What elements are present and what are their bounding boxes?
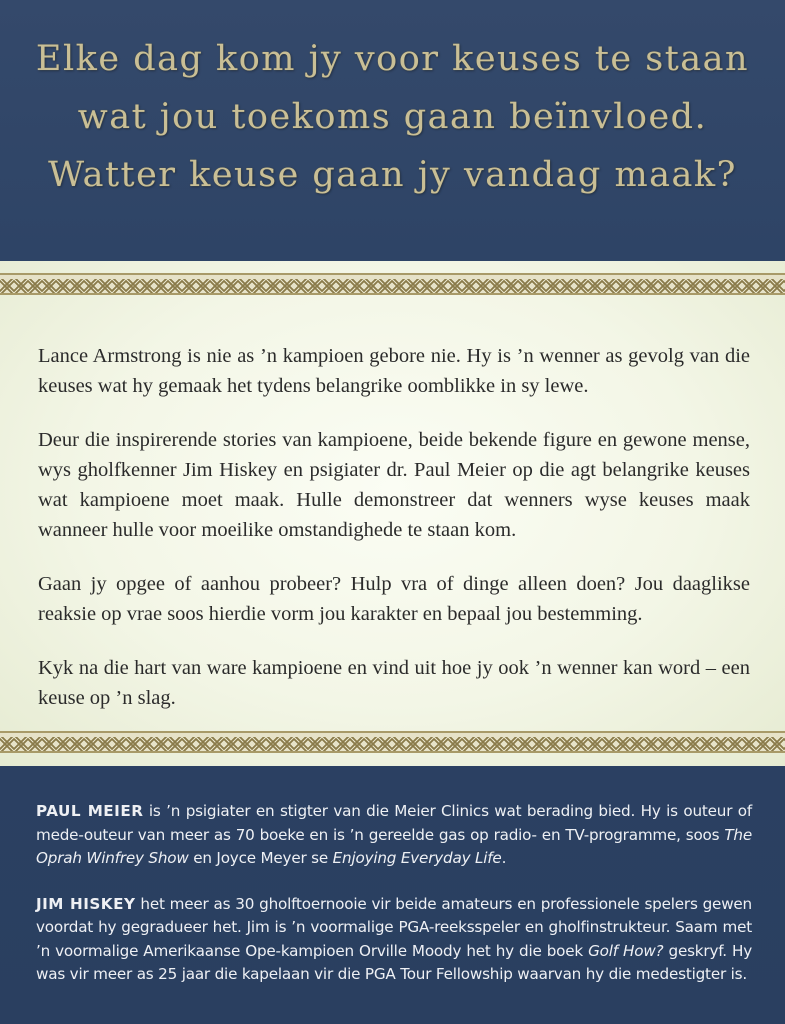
author-bios xyxy=(36,800,752,1009)
bio-text: . xyxy=(501,849,507,867)
headline-line-1: Elke dag kom jy voor keuses te staan xyxy=(35,39,750,79)
ornamental-border-top xyxy=(0,273,785,295)
bio-text: en Joyce Meyer se xyxy=(188,849,333,867)
author-name: JIM HISKEY xyxy=(36,894,136,913)
author-name: PAUL MEIER xyxy=(36,802,144,820)
blurb-paragraph-4: Kyk na die hart van ware kampioene en vind uit hoe jy ook ’n wenner kan word – een keuse op ’n slag. xyxy=(38,657,750,709)
blurb-text xyxy=(38,341,750,713)
bio-jim-hiskey xyxy=(36,893,752,987)
headline-line-3: Watter keuse gaan jy vandag maak? xyxy=(48,155,737,195)
bio-text: is ’n psigiater en stigter van die Meier Clinics wat berading bied. Hy is outeur of mede-outeur van meer as 70 boeke en is ’n gereelde gas op radio- en TV-programme, soos xyxy=(36,802,752,844)
ornamental-border-bottom xyxy=(0,731,785,753)
show-title: Enjoying Everyday Life xyxy=(332,849,502,867)
bio-text: het meer as 30 gholftoernooie vir beide amateurs en professionele spelers gewen voordat hy gegradueer het. Jim is ’n voormalige PGA-reeksspeler en gholfinstrukteur. Saam met ’n voormalige Amerikaanse Ope-kampioen Orville Moody het hy die boek xyxy=(36,894,752,960)
show-title: The Oprah Winfrey Show xyxy=(36,825,752,867)
blurb-panel xyxy=(0,261,785,766)
headline xyxy=(20,30,765,204)
book-title: Golf How? xyxy=(588,941,664,960)
bio-text: geskryf. Hy was vir meer as 25 jaar die kapelaan vir die PGA Tour Fellowship waarvan hy die medestigter is. xyxy=(36,941,752,983)
blurb-paragraph-3: Gaan jy opgee of aanhou probeer? Hulp vra of dinge alleen doen? Jou daaglikse reaksie op vrae soos hierdie vorm jou karakter en bepaal jou bestemming. xyxy=(38,573,750,625)
blurb-paragraph-1: Lance Armstrong is nie as ’n kampioen gebore nie. Hy is ’n wenner as gevolg van die keuses wat hy gemaak het tydens belangrike oomblikke in sy lewe. xyxy=(38,345,750,397)
headline-line-2: wat jou toekoms gaan beïnvloed. xyxy=(77,97,708,137)
bio-paul-meier xyxy=(36,800,752,871)
blurb-paragraph-2: Deur die inspirerende stories van kampioene, beide bekende figure en gewone mense, wys gholfkenner Jim Hiskey en psigiater dr. Paul Meier op die agt belangrike keuses wat kampioene moet maak. Hulle demonstreer dat wenners wyse keuses maak wanneer hulle voor moeilike omstandighede te staan kom. xyxy=(38,429,750,541)
